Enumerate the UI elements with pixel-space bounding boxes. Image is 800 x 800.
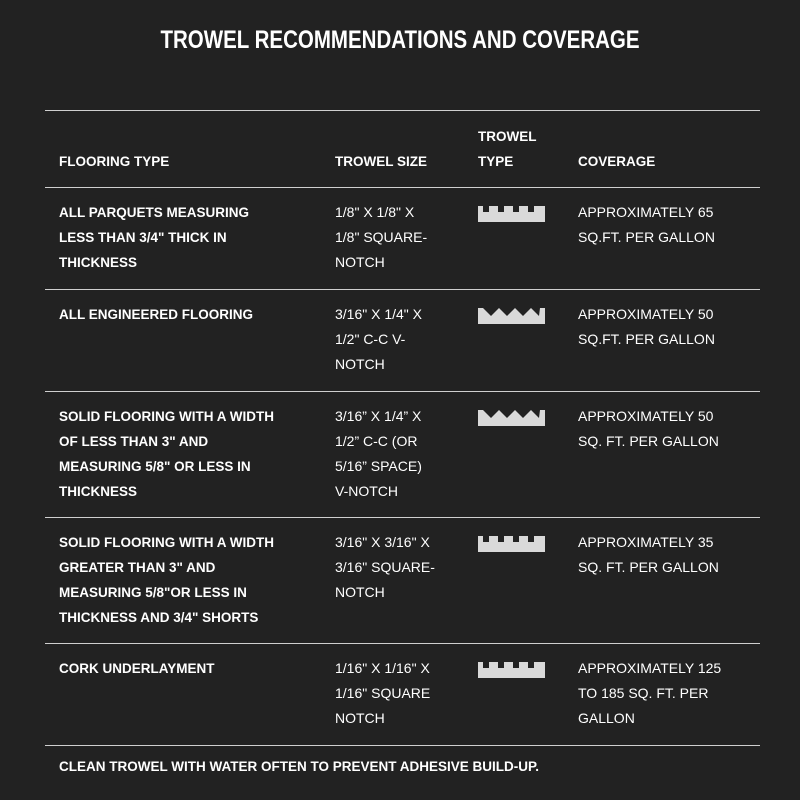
size-line: 1/2" C-C V- (335, 331, 406, 347)
flooring-type-cell (59, 530, 319, 630)
size-line: V-NOTCH (335, 483, 398, 499)
size-line: 3/16" X 1/4" X (335, 306, 422, 322)
header-coverage: COVERAGE (578, 154, 656, 169)
header-trowel-type (478, 124, 558, 174)
table-row (45, 644, 760, 746)
flooring-line: LESS THAN 3/4" THICK IN (59, 230, 227, 245)
coverage-cell (578, 200, 748, 250)
square-notch-icon (478, 536, 545, 552)
flooring-type-cell (59, 656, 319, 681)
trowel-size-cell (335, 530, 465, 605)
trowel-size-cell (335, 302, 465, 377)
coverage-line: SQ. FT. PER GALLON (578, 559, 719, 575)
flooring-line: SOLID FLOORING WITH A WIDTH (59, 409, 274, 424)
size-line: 3/16" X 3/16" X (335, 534, 430, 550)
flooring-type-cell (59, 302, 319, 327)
flooring-line: MEASURING 5/8"OR LESS IN (59, 585, 247, 600)
header-trowel-size: TROWEL SIZE (335, 154, 428, 169)
coverage-line: APPROXIMATELY 65 (578, 204, 714, 220)
flooring-line: ALL ENGINEERED FLOORING (59, 307, 254, 322)
flooring-line: THICKNESS (59, 484, 138, 499)
coverage-cell (578, 656, 748, 731)
flooring-line: OF LESS THAN 3" AND (59, 434, 209, 449)
table-row (45, 290, 760, 392)
coverage-cell (578, 530, 748, 580)
trowel-size-cell (335, 656, 465, 731)
page-title: TROWEL RECOMMENDATIONS AND COVERAGE (160, 26, 640, 54)
size-line: NOTCH (335, 584, 385, 600)
coverage-line: SQ.FT. PER GALLON (578, 331, 715, 347)
size-line: NOTCH (335, 254, 385, 270)
coverage-line: SQ. FT. PER GALLON (578, 433, 719, 449)
square-notch-icon (478, 662, 545, 678)
v-notch-icon (478, 410, 545, 426)
size-line: 5/16” SPACE) (335, 458, 422, 474)
size-line: 3/16” X 1/4” X (335, 408, 422, 424)
coverage-line: APPROXIMATELY 50 (578, 408, 714, 424)
size-line: 1/8" SQUARE- (335, 229, 428, 245)
table-row (45, 518, 760, 644)
coverage-line: APPROXIMATELY 50 (578, 306, 714, 322)
size-line: 1/16" SQUARE (335, 685, 431, 701)
size-line: 1/8" X 1/8" X (335, 204, 415, 220)
size-line: 1/16" X 1/16" X (335, 660, 430, 676)
coverage-cell (578, 302, 748, 352)
coverage-line: SQ.FT. PER GALLON (578, 229, 715, 245)
coverage-line: TO 185 SQ. FT. PER (578, 685, 709, 701)
flooring-line: GREATER THAN 3" AND (59, 560, 216, 575)
flooring-line: ALL PARQUETS MEASURING (59, 205, 250, 220)
table-row (45, 392, 760, 518)
size-line: 3/16" SQUARE- (335, 559, 435, 575)
table-header (45, 111, 760, 188)
coverage-cell (578, 404, 748, 454)
coverage-line: APPROXIMATELY 125 (578, 660, 722, 676)
trowel-size-cell (335, 200, 465, 275)
header-flooring-type: FLOORING TYPE (59, 154, 170, 169)
trowel-size-cell (335, 404, 465, 504)
header-trowel-type-line2: TYPE (478, 154, 514, 169)
size-line: 1/2” C-C (OR (335, 433, 418, 449)
v-notch-icon (478, 308, 545, 324)
flooring-line: MEASURING 5/8" OR LESS IN (59, 459, 251, 474)
size-line: NOTCH (335, 710, 385, 726)
flooring-line: THICKNESS (59, 255, 138, 270)
coverage-line: GALLON (578, 710, 635, 726)
flooring-type-cell (59, 200, 319, 275)
flooring-line: CORK UNDERLAYMENT (59, 661, 215, 676)
size-line: NOTCH (335, 356, 385, 372)
square-notch-icon (478, 206, 545, 222)
flooring-type-cell (59, 404, 319, 504)
flooring-line: SOLID FLOORING WITH A WIDTH (59, 535, 274, 550)
header-trowel-type-line1: TROWEL (478, 129, 537, 144)
coverage-line: APPROXIMATELY 35 (578, 534, 714, 550)
table-row (45, 188, 760, 290)
flooring-line: THICKNESS AND 3/4" SHORTS (59, 610, 259, 625)
trowel-table (45, 110, 760, 746)
footer-note: CLEAN TROWEL WITH WATER OFTEN TO PREVENT ADHESIVE BUILD-UP. (59, 759, 540, 774)
